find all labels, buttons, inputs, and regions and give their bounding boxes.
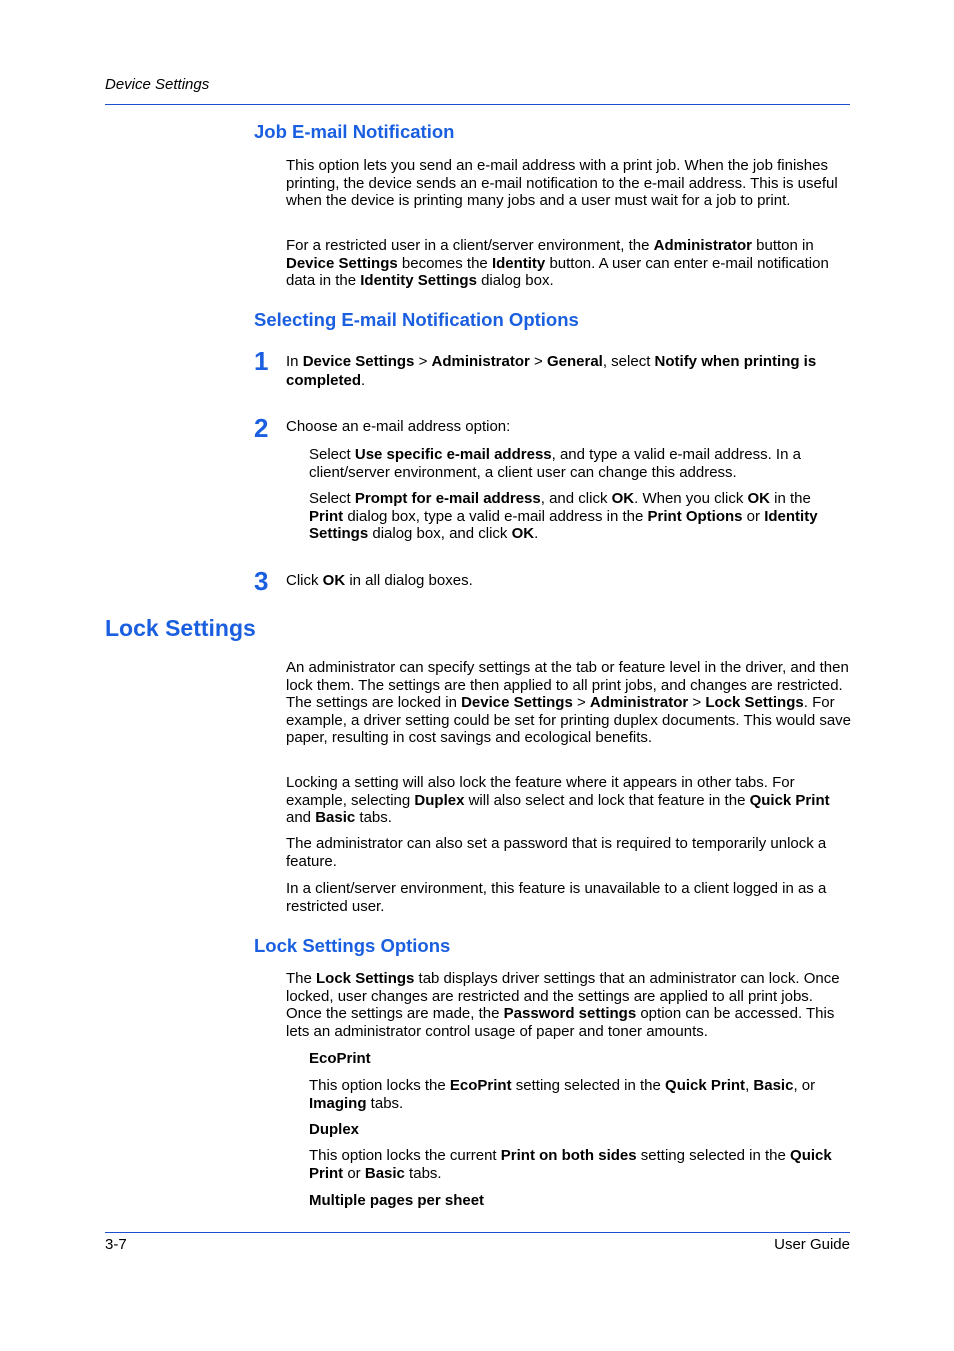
text-run: ,: [745, 1077, 754, 1094]
text-run: will also select and lock that feature in the: [464, 791, 750, 809]
bold-run: Device Settings: [461, 694, 573, 712]
text-run: or: [742, 507, 765, 525]
text-run: >: [688, 694, 706, 712]
lock-paragraph-2: [286, 774, 852, 827]
lock-paragraph-4: In a client/server environment, this feature is unavailable to a client logged in as a restricted user.: [286, 880, 827, 915]
duplex-text: [309, 1147, 849, 1182]
job-email-paragraph-1: This option lets you send an e-mail address with a print job. When the job finishes printing, the device sends an e-mail notification to the e-mail address. This is useful when the device is printing many jobs and a user must wait for a job to print.: [286, 157, 838, 210]
bold-run: Administrator: [589, 694, 689, 712]
text-run: and: [286, 809, 316, 827]
text-run: Select: [309, 446, 355, 463]
bold-run: Basic: [315, 809, 356, 827]
bold-run: OK: [747, 490, 770, 507]
bold-run: EcoPrint: [449, 1077, 512, 1094]
step-2-text: Choose an e-mail address option:: [286, 418, 511, 435]
running-header: Device Settings: [105, 76, 210, 93]
text-run: .: [534, 525, 539, 543]
header-rule: [105, 104, 850, 105]
bold-run: OK: [511, 525, 535, 543]
footer-rule: [105, 1232, 850, 1233]
step-2-option-b: [309, 490, 849, 543]
bold-run: Identity: [491, 254, 546, 272]
text-run: tabs.: [366, 1094, 404, 1112]
bold-run: Quick Print: [309, 1147, 832, 1182]
text-run: Click: [286, 572, 323, 589]
lock-paragraph-3: The administrator can also set a password that is required to temporarily unlock a feature.: [286, 835, 827, 870]
bold-run: Identity Settings: [309, 507, 818, 543]
text-run: This option locks the: [309, 1077, 450, 1094]
job-email-heading: Job E-mail Notification: [254, 121, 455, 142]
text-run: in the: [770, 490, 811, 507]
text-run: option can be accessed. This lets an administrator control usage of paper and toner amounts.: [286, 1005, 835, 1040]
step-2-option-a: [309, 446, 849, 481]
bold-run: Identity Settings: [360, 272, 477, 290]
text-run: >: [414, 353, 432, 370]
bold-run: Use specific e-mail address: [354, 446, 552, 463]
job-email-paragraph-2: [286, 237, 852, 290]
step-2-number: 2: [254, 413, 269, 443]
text-run: becomes the: [397, 254, 492, 272]
text-run: . When you click: [634, 490, 748, 507]
step-3-text: [286, 572, 852, 590]
bold-run: Device Settings: [286, 254, 398, 272]
step-1-text: [286, 352, 852, 390]
text-run: >: [572, 694, 590, 712]
text-run: button. A user can enter e-mail notification data in the: [286, 254, 829, 290]
text-run: >: [529, 353, 547, 370]
text-run: The: [286, 970, 317, 987]
text-run: tabs.: [355, 809, 392, 827]
text-run: dialog box, and click: [368, 525, 512, 543]
guide-name: User Guide: [774, 1236, 850, 1253]
bold-run: Lock Settings: [316, 970, 415, 987]
text-run: , and type a valid e-mail address. In a client/server environment, a client user can change this address.: [309, 446, 801, 481]
text-run: tab displays driver settings that an administrator can lock. Once locked, user changes are restricted and the settings are applied to all print jobs. Once the settings are made, the: [286, 970, 840, 1023]
text-run: or: [343, 1164, 365, 1182]
bold-run: Duplex: [414, 791, 465, 809]
bold-run: General: [546, 353, 603, 370]
bold-run: Lock Settings: [705, 694, 804, 712]
lock-options-paragraph: [286, 970, 852, 1040]
text-run: In: [286, 353, 303, 370]
bold-run: Print Options: [647, 507, 743, 525]
lock-settings-heading: Lock Settings: [105, 615, 256, 641]
bold-run: Administrator: [431, 353, 530, 370]
text-run: Locking a setting will also lock the feature where it appears in other tabs. For example, selecting: [286, 774, 795, 809]
text-run: button in: [752, 237, 814, 254]
text-run: , select: [602, 353, 655, 370]
bold-run: Basic: [364, 1164, 405, 1182]
step-1-number: 1: [254, 346, 269, 376]
text-run: setting selected in the: [636, 1147, 791, 1164]
ecoprint-text: [309, 1077, 849, 1112]
bold-run: Device Settings: [302, 353, 415, 370]
text-run: dialog box, type a valid e-mail address in the: [343, 507, 648, 525]
bold-run: OK: [611, 490, 635, 507]
bold-run: Quick Print: [665, 1077, 746, 1094]
selecting-options-heading: Selecting E-mail Notification Options: [254, 309, 579, 330]
lock-options-heading: Lock Settings Options: [254, 935, 451, 956]
bold-run: Basic: [753, 1077, 794, 1094]
text-run: Select: [309, 490, 355, 507]
text-run: .: [361, 372, 366, 389]
text-run: in all dialog boxes.: [345, 572, 473, 589]
bold-run: Print on both sides: [500, 1147, 637, 1164]
step-3-number: 3: [254, 566, 269, 596]
page-number: 3-7: [105, 1236, 127, 1253]
text-run: setting selected in the: [511, 1077, 666, 1094]
lock-paragraph-1: [286, 659, 852, 747]
text-run: For a restricted user in a client/server environment, the: [286, 237, 654, 254]
ecoprint-subheading: EcoPrint: [309, 1050, 371, 1067]
bold-run: Print: [309, 507, 344, 525]
text-run: An administrator can specify settings at the tab or feature level in the driver, and then lock them. The settings are then applied to all print jobs, and changes are restricted. The settings are locked in: [286, 659, 849, 712]
bold-run: Imaging: [309, 1094, 367, 1112]
multiple-pages-subheading: Multiple pages per sheet: [309, 1192, 485, 1209]
text-run: , and click: [540, 490, 612, 507]
bold-run: OK: [322, 572, 346, 589]
bold-run: Administrator: [653, 237, 752, 254]
text-run: . For example, a driver setting could be set for printing duplex documents. This would save paper, resulting in cost savings and ecological benefits.: [286, 694, 852, 747]
bold-run: Quick Print: [749, 791, 830, 809]
duplex-subheading: Duplex: [309, 1121, 360, 1138]
bold-run: Prompt for e-mail address: [354, 490, 541, 507]
text-run: dialog box.: [476, 272, 554, 290]
bold-run: Notify when printing is completed: [286, 353, 817, 389]
bold-run: Password settings: [503, 1005, 637, 1023]
text-run: This option locks the current: [309, 1147, 501, 1164]
text-run: tabs.: [404, 1164, 442, 1182]
text-run: , or: [793, 1077, 816, 1094]
